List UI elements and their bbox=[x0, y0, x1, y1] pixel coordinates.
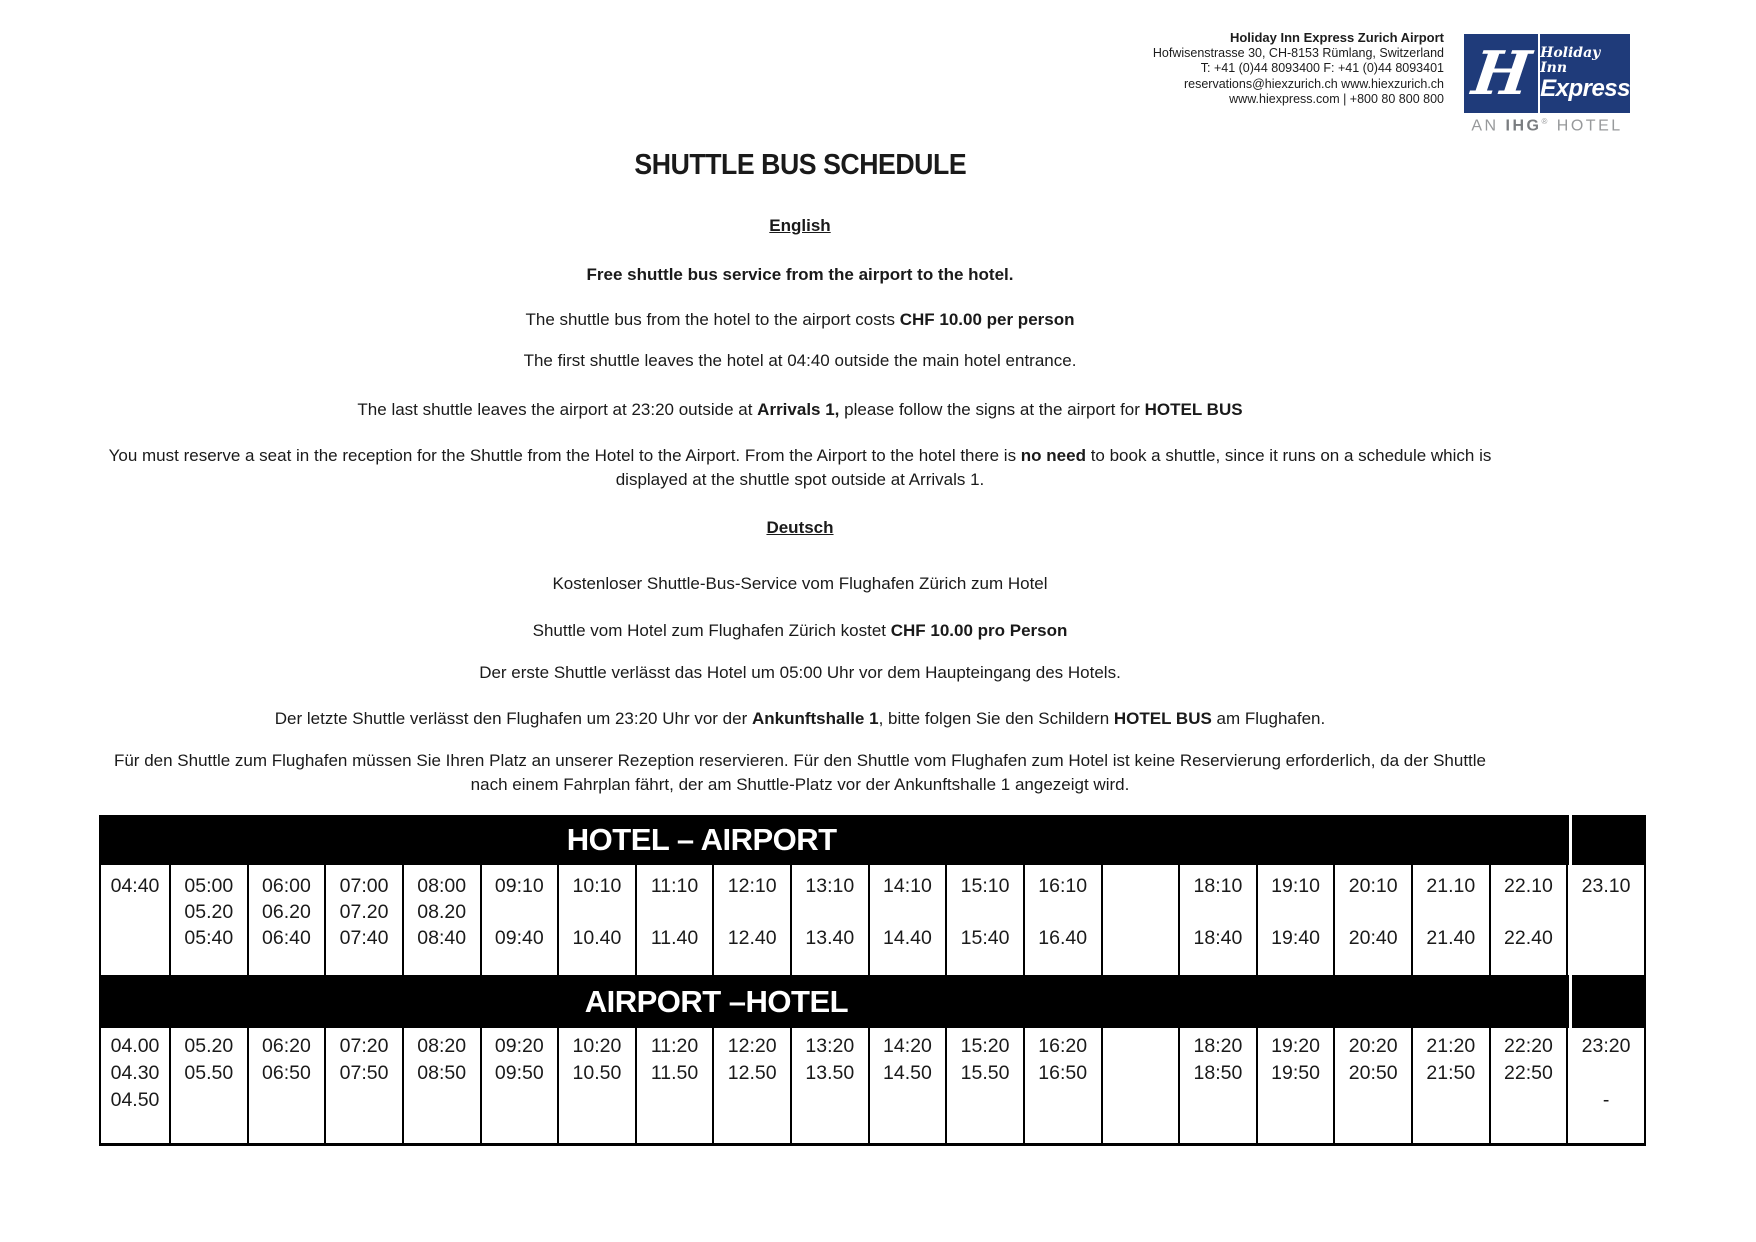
de-paragraph-last-shuttle bbox=[105, 707, 1495, 731]
time-cell: 10.40 bbox=[572, 927, 622, 949]
logo-brand-line1: Holiday Inn bbox=[1540, 45, 1601, 76]
time-cell bbox=[1335, 899, 1411, 925]
en-paragraph-reservation bbox=[105, 444, 1495, 492]
emphasized-text: CHF 10.00 pro Person bbox=[890, 621, 1068, 640]
time-cell: 12:20 bbox=[727, 1035, 777, 1057]
hotel-airport-title: HOTEL – AIRPORT bbox=[566, 822, 837, 857]
schedule-column bbox=[1025, 1028, 1103, 1143]
time-cell bbox=[559, 899, 635, 925]
plain-text: The first shuttle leaves the hotel at 04:40 outside the main hotel entrance. bbox=[523, 351, 1077, 370]
time-cell bbox=[870, 1087, 946, 1114]
schedule-column bbox=[637, 865, 715, 975]
schedule-column bbox=[1258, 1028, 1336, 1143]
hotel-airport-times-row bbox=[99, 865, 1646, 975]
time-cell: 12.50 bbox=[727, 1062, 777, 1084]
time-cell: 18:40 bbox=[1193, 927, 1243, 949]
hotel-airport-header-last-cell bbox=[1569, 815, 1646, 865]
time-cell: 05:00 bbox=[184, 875, 234, 897]
schedule-column bbox=[326, 1028, 404, 1143]
schedule-column bbox=[171, 865, 249, 975]
time-cell bbox=[482, 1087, 558, 1114]
schedule-column bbox=[404, 865, 482, 975]
time-cell: 18:50 bbox=[1193, 1062, 1243, 1084]
time-cell bbox=[1180, 899, 1256, 925]
time-cell: 05:40 bbox=[184, 927, 234, 949]
time-cell: 09:40 bbox=[494, 927, 544, 949]
time-cell bbox=[1491, 899, 1567, 925]
time-cell: 13.40 bbox=[805, 927, 855, 949]
schedule-column bbox=[870, 1028, 948, 1143]
time-cell bbox=[1413, 899, 1489, 925]
time-cell: 05.20 bbox=[184, 901, 234, 923]
time-cell: 05.20 bbox=[184, 1035, 234, 1057]
schedule-column bbox=[1568, 1028, 1646, 1143]
time-cell: 20:50 bbox=[1348, 1062, 1398, 1084]
hotel-airport-header-bar bbox=[99, 815, 1646, 865]
schedule-column bbox=[792, 1028, 870, 1143]
time-cell: 06.20 bbox=[262, 901, 311, 923]
time-cell: 14.50 bbox=[883, 1062, 932, 1084]
time-cell: 12:10 bbox=[727, 875, 777, 897]
schedule-column bbox=[1568, 865, 1646, 975]
hotel-airport-header-main bbox=[99, 815, 1569, 865]
time-cell bbox=[1258, 899, 1334, 925]
en-paragraph-cost bbox=[105, 308, 1495, 332]
logo-brand-line2: Express bbox=[1540, 75, 1630, 102]
time-cell: 15:40 bbox=[960, 927, 1010, 949]
page-title bbox=[105, 149, 1495, 182]
plain-text: , bitte folgen Sie den Schildern bbox=[878, 709, 1114, 728]
section-label-english: English bbox=[769, 216, 831, 235]
time-cell: - bbox=[1602, 1089, 1610, 1111]
schedule-column bbox=[1491, 1028, 1569, 1143]
time-cell: 14:10 bbox=[883, 875, 932, 897]
airport-hotel-header-bar bbox=[99, 975, 1646, 1028]
plain-text: am Flughafen. bbox=[1211, 709, 1326, 728]
time-cell: 08:00 bbox=[417, 875, 467, 897]
schedule-column bbox=[482, 1028, 560, 1143]
time-cell bbox=[559, 1087, 635, 1114]
logo-brand-square bbox=[1540, 34, 1630, 113]
time-cell: 20:40 bbox=[1348, 927, 1398, 949]
plain-text: The shuttle bus from the hotel to the airport costs bbox=[525, 310, 900, 329]
time-cell: 08:40 bbox=[417, 927, 467, 949]
schedule-column bbox=[326, 865, 404, 975]
time-cell bbox=[249, 1087, 325, 1114]
time-cell bbox=[1413, 1087, 1489, 1114]
time-cell: 11.40 bbox=[650, 927, 699, 949]
time-cell: 07:40 bbox=[339, 927, 389, 949]
holiday-inn-express-logo bbox=[1464, 34, 1630, 113]
time-cell: 10.50 bbox=[572, 1062, 622, 1084]
hotel-address: Hofwisenstrasse 30, CH-8153 Rümlang, Switzerland bbox=[1152, 45, 1444, 60]
time-cell: 21.10 bbox=[1426, 875, 1476, 897]
time-cell: 09:20 bbox=[494, 1035, 544, 1057]
section-label-deutsch: Deutsch bbox=[766, 518, 834, 537]
schedule-column bbox=[1103, 865, 1181, 975]
schedule-column bbox=[559, 865, 637, 975]
time-cell: 11:10 bbox=[650, 875, 699, 897]
tagline-ihg: IHG bbox=[1505, 117, 1542, 135]
time-cell bbox=[1103, 1060, 1179, 1087]
page-title-text: SHUTTLE BUS SCHEDULE bbox=[634, 149, 966, 181]
de-paragraph-free-service bbox=[105, 572, 1495, 596]
time-cell: 13.50 bbox=[805, 1062, 855, 1084]
registered-mark: ® bbox=[1541, 117, 1550, 126]
time-cell: 22:50 bbox=[1504, 1062, 1553, 1084]
hotel-phone-fax: T: +41 (0)44 8093400 F: +41 (0)44 8093401 bbox=[1200, 61, 1444, 75]
time-cell: 23.10 bbox=[1581, 875, 1631, 897]
time-cell: 07:00 bbox=[339, 875, 389, 897]
time-cell: 07.20 bbox=[339, 901, 389, 923]
time-cell bbox=[404, 1087, 480, 1114]
time-cell: 18:10 bbox=[1193, 875, 1243, 897]
time-cell: 19:50 bbox=[1271, 1062, 1320, 1084]
script-h-icon: H bbox=[1467, 38, 1535, 109]
time-cell bbox=[171, 1087, 247, 1114]
time-cell: 11.50 bbox=[650, 1062, 699, 1084]
time-cell: 16:50 bbox=[1038, 1062, 1088, 1084]
time-cell: 04.00 bbox=[110, 1035, 160, 1057]
time-cell: 05.50 bbox=[184, 1062, 234, 1084]
schedule-column bbox=[1413, 1028, 1491, 1143]
schedule-column bbox=[947, 865, 1025, 975]
time-cell bbox=[714, 899, 790, 925]
plain-text: Für den Shuttle zum Flughafen müssen Sie Ihren Platz an unserer Rezeption reservieren. Für den Shuttle vom Flughafen zum Hotel ist keine Reservierung erforderlich, da der Shuttle nach einem Fahrplan fährt, der am Shuttle-Platz vor der Ankunftshalle 1 angezeigt wird. bbox=[113, 751, 1487, 794]
emphasized-text: Free shuttle bus service from the airport to the hotel. bbox=[586, 265, 1014, 284]
ihg-hotel-tagline bbox=[1452, 117, 1642, 135]
schedule-column bbox=[404, 1028, 482, 1143]
time-cell: 07:20 bbox=[339, 1035, 389, 1057]
schedule-column bbox=[637, 1028, 715, 1143]
schedule-column bbox=[1180, 1028, 1258, 1143]
time-cell: 08:50 bbox=[417, 1062, 467, 1084]
en-paragraph-free-service bbox=[105, 263, 1495, 287]
time-cell: 04.50 bbox=[110, 1089, 160, 1111]
time-cell bbox=[1335, 1087, 1411, 1114]
time-cell: 06:20 bbox=[262, 1035, 311, 1057]
hotel-email-web: reservations@hiexzurich.ch www.hiexzurich.ch bbox=[1183, 76, 1444, 91]
schedule-column bbox=[101, 865, 171, 975]
time-cell bbox=[1491, 1087, 1567, 1114]
time-cell: 06:50 bbox=[262, 1062, 311, 1084]
time-cell bbox=[101, 899, 169, 925]
schedule-column bbox=[1180, 865, 1258, 975]
plain-text: The last shuttle leaves the airport at 23:20 outside at bbox=[357, 400, 758, 419]
time-cell: 15.50 bbox=[960, 1062, 1010, 1084]
schedule-column bbox=[714, 865, 792, 975]
time-cell bbox=[101, 925, 169, 951]
airport-hotel-title: AIRPORT –HOTEL bbox=[584, 984, 849, 1019]
time-cell: 07:50 bbox=[339, 1062, 389, 1084]
de-paragraph-reservation bbox=[105, 749, 1495, 797]
time-cell: 06:00 bbox=[262, 875, 311, 897]
airport-hotel-times-row bbox=[99, 1028, 1646, 1146]
schedule-column bbox=[1103, 1028, 1181, 1143]
time-cell: 04.30 bbox=[110, 1062, 160, 1084]
time-cell: 06:40 bbox=[262, 927, 311, 949]
time-cell: 18:20 bbox=[1193, 1035, 1243, 1057]
time-cell: 16:20 bbox=[1038, 1035, 1088, 1057]
time-cell: 21:50 bbox=[1426, 1062, 1476, 1084]
time-cell bbox=[1568, 1060, 1644, 1087]
time-cell bbox=[714, 1087, 790, 1114]
plain-text: Kostenloser Shuttle-Bus-Service vom Flughafen Zürich zum Hotel bbox=[552, 574, 1048, 593]
time-cell bbox=[870, 899, 946, 925]
time-cell: 10:20 bbox=[572, 1035, 622, 1057]
time-cell: 19:40 bbox=[1271, 927, 1320, 949]
en-paragraph-last-shuttle bbox=[105, 398, 1495, 422]
schedule-column bbox=[792, 865, 870, 975]
plain-text: to book a shuttle, since it runs on a schedule which is displayed at the shuttle spot outside at Arrivals 1. bbox=[615, 446, 1492, 489]
time-cell bbox=[1103, 899, 1179, 925]
time-cell bbox=[1103, 1033, 1179, 1060]
time-cell bbox=[947, 1087, 1023, 1114]
schedule-column bbox=[947, 1028, 1025, 1143]
time-cell: 12.40 bbox=[727, 927, 777, 949]
de-paragraph-first-shuttle bbox=[105, 661, 1495, 685]
schedule-column bbox=[482, 865, 560, 975]
en-paragraph-first-shuttle bbox=[105, 349, 1495, 373]
time-cell bbox=[1025, 1087, 1101, 1114]
hotel-web-phone: www.hiexpress.com | +800 80 800 800 bbox=[1229, 92, 1444, 106]
tagline-suffix: HOTEL bbox=[1549, 117, 1623, 135]
time-cell: 09:10 bbox=[494, 875, 544, 897]
plain-text: You must reserve a seat in the reception for the Shuttle from the Hotel to the Airport. From the Airport to the hotel there is bbox=[108, 446, 1021, 465]
schedule-column bbox=[870, 865, 948, 975]
time-cell bbox=[637, 899, 713, 925]
plain-text: please follow the signs at the airport for bbox=[839, 400, 1145, 419]
time-cell: 08:20 bbox=[417, 1035, 467, 1057]
de-paragraph-cost bbox=[105, 619, 1495, 643]
plain-text: Shuttle vom Hotel zum Flughafen Zürich kostet bbox=[532, 621, 891, 640]
time-cell bbox=[1103, 873, 1179, 899]
time-cell: 21:20 bbox=[1426, 1035, 1476, 1057]
schedule-column bbox=[249, 865, 327, 975]
hotel-name: Holiday Inn Express Zurich Airport bbox=[1229, 30, 1444, 45]
time-cell: 09:50 bbox=[494, 1062, 544, 1084]
time-cell: 15:10 bbox=[960, 875, 1010, 897]
emphasized-text: no need bbox=[1020, 446, 1086, 465]
time-cell bbox=[1025, 899, 1101, 925]
time-cell: 10:10 bbox=[572, 875, 622, 897]
schedule-column bbox=[1413, 865, 1491, 975]
time-cell bbox=[1103, 1087, 1179, 1114]
plain-text: Der letzte Shuttle verlässt den Flughafen um 23:20 Uhr vor der bbox=[274, 709, 752, 728]
emphasized-text: CHF 10.00 per person bbox=[899, 310, 1075, 329]
schedule-column bbox=[1335, 865, 1413, 975]
time-cell bbox=[1103, 925, 1179, 951]
schedule-column bbox=[101, 1028, 171, 1143]
letterhead-contact-block bbox=[1008, 30, 1444, 108]
time-cell: 04:40 bbox=[110, 875, 160, 897]
time-cell: 23:20 bbox=[1581, 1035, 1631, 1057]
time-cell: 13:10 bbox=[805, 875, 855, 897]
airport-hotel-header-main bbox=[99, 975, 1569, 1028]
time-cell: 15:20 bbox=[960, 1035, 1010, 1057]
time-cell: 14.40 bbox=[883, 927, 932, 949]
emphasized-text: Arrivals 1, bbox=[757, 400, 840, 419]
time-cell bbox=[1568, 925, 1644, 951]
logo-h-square bbox=[1464, 34, 1540, 113]
schedule-column bbox=[559, 1028, 637, 1143]
schedule-column bbox=[714, 1028, 792, 1143]
schedule-column bbox=[249, 1028, 327, 1143]
time-cell: 20:20 bbox=[1348, 1035, 1398, 1057]
time-cell: 19:10 bbox=[1271, 875, 1320, 897]
time-cell bbox=[947, 899, 1023, 925]
plain-text: Der erste Shuttle verlässt das Hotel um 05:00 Uhr vor dem Haupteingang des Hotels. bbox=[479, 663, 1121, 682]
schedule-column bbox=[1491, 865, 1569, 975]
time-cell: 22.10 bbox=[1504, 875, 1553, 897]
schedule-column bbox=[1335, 1028, 1413, 1143]
time-cell bbox=[1568, 899, 1644, 925]
time-cell bbox=[482, 899, 558, 925]
time-cell bbox=[792, 899, 868, 925]
time-cell: 19:20 bbox=[1271, 1035, 1320, 1057]
emphasized-text: HOTEL BUS bbox=[1113, 709, 1212, 728]
time-cell: 14:20 bbox=[883, 1035, 932, 1057]
time-cell: 16.40 bbox=[1038, 927, 1088, 949]
time-cell: 13:20 bbox=[805, 1035, 855, 1057]
schedule-column bbox=[171, 1028, 249, 1143]
time-cell bbox=[326, 1087, 402, 1114]
time-cell bbox=[1180, 1087, 1256, 1114]
schedule-column bbox=[1258, 865, 1336, 975]
schedule-column bbox=[1025, 865, 1103, 975]
airport-hotel-header-last-cell bbox=[1569, 975, 1646, 1028]
time-cell: 21.40 bbox=[1426, 927, 1476, 949]
time-cell: 16:10 bbox=[1038, 875, 1088, 897]
tagline-prefix: AN bbox=[1471, 117, 1506, 135]
time-cell: 11:20 bbox=[650, 1035, 699, 1057]
time-cell bbox=[1258, 1087, 1334, 1114]
time-cell: 22.40 bbox=[1504, 927, 1553, 949]
time-cell: 08.20 bbox=[417, 901, 467, 923]
time-cell bbox=[637, 1087, 713, 1114]
emphasized-text: HOTEL BUS bbox=[1144, 400, 1243, 419]
time-cell: 22:20 bbox=[1504, 1035, 1553, 1057]
time-cell: 20:10 bbox=[1348, 875, 1398, 897]
time-cell bbox=[792, 1087, 868, 1114]
shuttle-schedule-tables bbox=[99, 815, 1646, 1146]
emphasized-text: Ankunftshalle 1 bbox=[751, 709, 879, 728]
